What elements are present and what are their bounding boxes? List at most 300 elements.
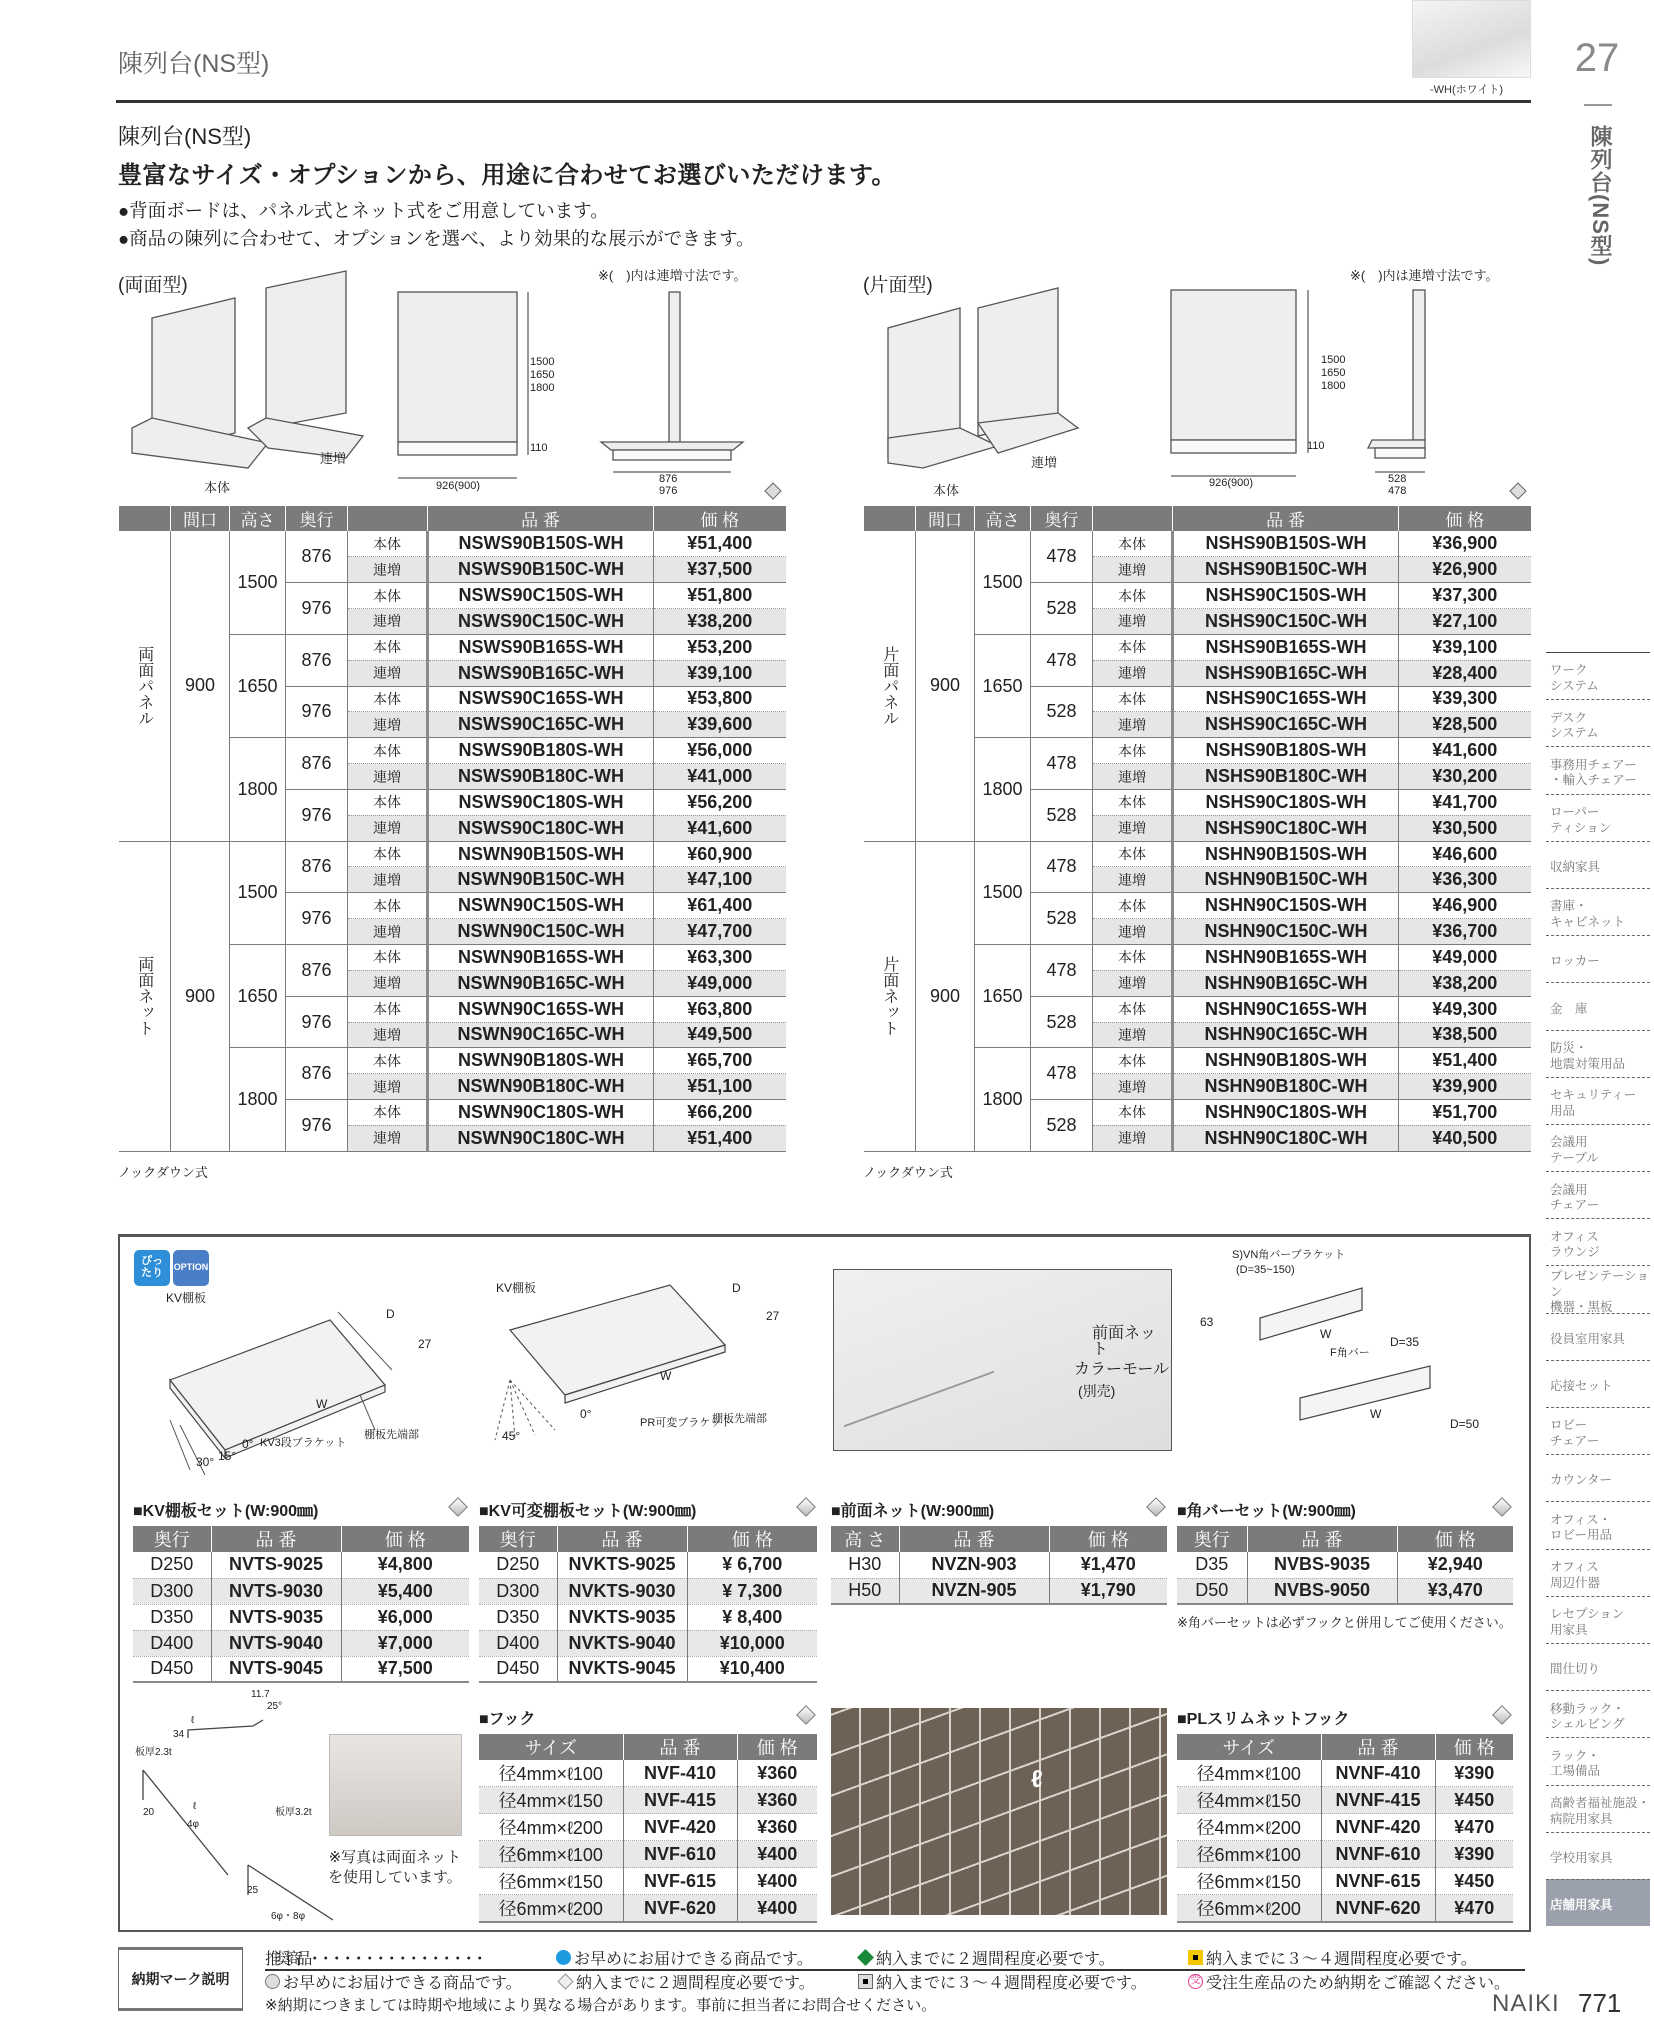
label-shelf-tip: 棚板先端部: [364, 1429, 419, 1441]
price: ¥27,100: [1399, 609, 1531, 635]
table-row: [1177, 1787, 1513, 1814]
size-cell: D400: [479, 1630, 557, 1656]
kv-shelf-sketch: [130, 1290, 460, 1490]
product-code: NVKTS-9025: [557, 1552, 687, 1578]
label-shelf-tip: 棚板先端部: [712, 1413, 767, 1425]
label-34: 34: [173, 1729, 185, 1740]
price: ¥41,600: [654, 815, 786, 841]
product-code: NSWN90C180C-WH: [428, 1125, 654, 1151]
depth-cell: 528: [1031, 996, 1093, 1048]
double-sided-title: (両面型): [118, 275, 188, 296]
label-w: W: [660, 1369, 672, 1383]
product-code: NSWS90B180S-WH: [428, 738, 654, 764]
column-header: 高 さ: [831, 1526, 899, 1552]
price: ¥ 7,300: [687, 1578, 817, 1604]
unit-type: 本体: [1093, 686, 1173, 712]
price: ¥66,200: [654, 1100, 786, 1126]
unit-type: 本体: [1093, 893, 1173, 919]
legend-item: [265, 1970, 522, 1993]
label-25: 25: [247, 1885, 259, 1896]
column-header: 品 番: [899, 1526, 1049, 1552]
nav-item[interactable]: 間仕切り: [1546, 1643, 1650, 1690]
column-header: 間口: [171, 506, 230, 531]
price: ¥63,800: [654, 996, 786, 1022]
product-code: NSHN90B180C-WH: [1173, 1074, 1399, 1100]
unit-type: 連増: [1093, 557, 1173, 583]
depth-cell: 876: [286, 738, 348, 790]
product-code: NVTS-9045: [211, 1656, 341, 1682]
option-table-title: ■KV棚板セット(W:900㎜): [133, 1503, 319, 1520]
price: ¥38,500: [1399, 1022, 1531, 1048]
product-code: NSHN90C150C-WH: [1173, 919, 1399, 945]
nav-item[interactable]: 高齢者福祉施設・ 病院用家具: [1546, 1785, 1650, 1832]
yellow-square-icon: [1188, 1950, 1203, 1965]
depth-dim-b: 976: [659, 485, 678, 497]
label-d50: D=50: [1450, 1417, 1480, 1431]
depth-cell: 876: [286, 841, 348, 893]
product-code: NVNF-410: [1321, 1760, 1435, 1787]
depth-cell: 478: [1031, 738, 1093, 790]
height-dims: 1500 1650 1800: [530, 356, 555, 395]
label-svn-bracket: S)VN角バーブラケット: [1232, 1249, 1346, 1261]
table-row: [119, 531, 786, 557]
label-0deg: 0°: [580, 1407, 592, 1421]
delivery-legend-label: 納期マーク説明: [118, 1947, 243, 2011]
size-cell: 径4mm×ℓ150: [1177, 1787, 1321, 1814]
product-code: NSWN90C165S-WH: [428, 996, 654, 1022]
nav-item[interactable]: セキュリティー 用品: [1546, 1077, 1650, 1124]
table-header-row: [133, 1526, 469, 1552]
option-price-table: [133, 1526, 469, 1683]
product-code: NVNF-415: [1321, 1787, 1435, 1814]
unit-type: 連増: [1093, 867, 1173, 893]
size-cell: 径6mm×ℓ150: [1177, 1868, 1321, 1895]
option-price-table: [1177, 1734, 1513, 1923]
option-table-title: ■PLスリムネットフック: [1177, 1711, 1350, 1728]
price: ¥36,300: [1399, 867, 1531, 893]
color-swatch-image: [1412, 0, 1531, 78]
option-price-table: [831, 1526, 1167, 1605]
nav-item[interactable]: 収納家具: [1546, 841, 1650, 888]
page-number: 771: [1578, 1988, 1622, 2018]
base-dim: 110: [1307, 440, 1325, 452]
product-code: NSHN90B150S-WH: [1173, 841, 1399, 867]
nav-item[interactable]: ロビー チェアー: [1546, 1407, 1650, 1454]
nav-item[interactable]: 役員室用家具: [1546, 1313, 1650, 1360]
depth-cell: 976: [286, 996, 348, 1048]
nav-item[interactable]: 書庫・ キャビネット: [1546, 888, 1650, 935]
width-cell: 900: [171, 531, 230, 841]
unit-type: 本体: [1093, 996, 1173, 1022]
column-header: 価 格: [1397, 1526, 1513, 1552]
height-cell: 1800: [975, 1048, 1031, 1151]
column-header: 価 格: [654, 506, 786, 531]
product-code: NVZN-903: [899, 1552, 1049, 1578]
nav-item[interactable]: ラック・ 工場備品: [1546, 1737, 1650, 1784]
size-cell: 径4mm×ℓ200: [1177, 1814, 1321, 1841]
size-cell: 径4mm×ℓ100: [479, 1760, 623, 1787]
group-label: 片面ネット: [864, 841, 916, 1151]
product-code: NSWN90B165S-WH: [428, 945, 654, 971]
product-code: NVNF-615: [1321, 1868, 1435, 1895]
price: ¥400: [737, 1841, 817, 1868]
legend-note-text: ※納期につきましては時期や地域により異なる場合があります。事前に担当者にお問合せください。: [265, 1997, 937, 2014]
fit-badge: ぴっ たり: [134, 1250, 170, 1286]
double-sided-drawing: [118, 268, 798, 500]
column-header: [864, 506, 916, 531]
unit-type: 連増: [1093, 1125, 1173, 1151]
unit-type: 本体: [348, 583, 428, 609]
depth-dim-a: 876: [659, 473, 678, 485]
table-row: [479, 1578, 817, 1604]
price: ¥2,940: [1397, 1552, 1513, 1578]
nav-item[interactable]: 移動ラック・ シェルビング: [1546, 1690, 1650, 1737]
price: ¥360: [737, 1760, 817, 1787]
price: ¥46,900: [1399, 893, 1531, 919]
nav-item[interactable]: 会議用 チェアー: [1546, 1171, 1650, 1218]
label-6-8phi: 6φ・8φ: [271, 1911, 306, 1922]
table-row: [1177, 1578, 1513, 1604]
nav-item[interactable]: ロッカー: [1546, 935, 1650, 982]
price: ¥53,200: [654, 634, 786, 660]
column-header: 価 格: [737, 1734, 817, 1760]
unit-type: 連増: [348, 764, 428, 790]
product-code: NSHS90B180C-WH: [1173, 764, 1399, 790]
unit-type: 連増: [348, 970, 428, 996]
price: ¥51,400: [1399, 1048, 1531, 1074]
column-header: 品 番: [1321, 1734, 1435, 1760]
table-row: [1177, 1841, 1513, 1868]
label-ell: ℓ: [191, 1715, 195, 1726]
size-cell: D300: [133, 1578, 211, 1604]
double-sided-price-table: [118, 506, 786, 1152]
size-cell: 径4mm×ℓ100: [1177, 1760, 1321, 1787]
height-dims: 1500 1650 1800: [1321, 354, 1346, 393]
table-header-row: [1177, 1734, 1513, 1760]
unit-type: 連増: [348, 919, 428, 945]
product-code: NVTS-9040: [211, 1630, 341, 1656]
product-heading: 陳列台(NS型): [118, 124, 252, 149]
nav-item[interactable]: 事務用チェアー ・輸入チェアー: [1546, 746, 1650, 793]
label-thickness-3-2: 板厚3.2t: [275, 1807, 312, 1818]
nav-item[interactable]: 金 庫: [1546, 982, 1650, 1029]
chapter-divider: [1584, 104, 1612, 106]
column-header: 奥行: [1031, 506, 1093, 531]
product-code: NVF-420: [623, 1814, 737, 1841]
table-header-row: [479, 1526, 817, 1552]
column-header: 奥行: [133, 1526, 211, 1552]
nav-item[interactable]: ワーク システム: [1546, 652, 1650, 699]
legend-item: [556, 1946, 813, 1969]
depth-cell: 876: [286, 945, 348, 997]
label-kv-shelf: KV棚板: [496, 1281, 537, 1295]
nav-item[interactable]: ローパー ティション: [1546, 794, 1650, 841]
product-code: NSHS90C150C-WH: [1173, 609, 1399, 635]
single-sided-price-table: [863, 506, 1531, 1152]
nav-item[interactable]: 会議用 テーブル: [1546, 1124, 1650, 1171]
price: ¥39,100: [654, 660, 786, 686]
price: ¥53,800: [654, 686, 786, 712]
product-code: NVKTS-9035: [557, 1604, 687, 1630]
unit-type: 本体: [348, 686, 428, 712]
price: ¥46,600: [1399, 841, 1531, 867]
depth-cell: 478: [1031, 1048, 1093, 1100]
depth-dim-b: 478: [1388, 485, 1407, 497]
price: ¥49,000: [654, 970, 786, 996]
size-cell: D250: [133, 1552, 211, 1578]
price: ¥28,400: [1399, 660, 1531, 686]
nav-item[interactable]: 応接セット: [1546, 1360, 1650, 1407]
price: ¥41,600: [1399, 738, 1531, 764]
table-header-row: [831, 1526, 1167, 1552]
category-index-nav: [1546, 652, 1650, 1926]
nav-item[interactable]: 防災・ 地震対策用品: [1546, 1030, 1650, 1077]
brand-name: NAIKI: [1492, 1990, 1560, 2017]
color-swatch-label: -WH(ホワイト): [1430, 84, 1503, 96]
product-code: NSWS90B150C-WH: [428, 557, 654, 583]
unit-type: 本体: [1093, 945, 1173, 971]
label-color-mall: カラーモール: [1074, 1361, 1170, 1378]
nav-item[interactable]: オフィス ラウンジ: [1546, 1218, 1650, 1265]
hook-photo: [329, 1734, 462, 1836]
depth-cell: 528: [1031, 1100, 1093, 1152]
height-cell: 1800: [230, 738, 286, 841]
product-code: NSWS90C180S-WH: [428, 789, 654, 815]
price: ¥10,400: [687, 1656, 817, 1682]
product-code: NVBS-9035: [1247, 1552, 1397, 1578]
depth-cell: 528: [1031, 893, 1093, 945]
depth-cell: 528: [1031, 789, 1093, 841]
unit-type: 連増: [1093, 919, 1173, 945]
single-sided-drawing: [863, 268, 1543, 500]
option-note: ※角バーセットは必ずフックと併用してご使用ください。: [1177, 1615, 1512, 1630]
knockdown-note: ノックダウン式: [118, 1165, 208, 1180]
price: ¥49,000: [1399, 945, 1531, 971]
height-cell: 1500: [230, 841, 286, 944]
price: ¥39,900: [1399, 1074, 1531, 1100]
table-row: [479, 1656, 817, 1682]
depth-cell: 876: [286, 1048, 348, 1100]
double-sided-diagram: [118, 268, 798, 500]
product-code: NSHN90B150C-WH: [1173, 867, 1399, 893]
size-cell: D450: [479, 1656, 557, 1682]
legend-text: 受注生産品のため納期をご確認ください。: [1206, 1975, 1511, 1992]
price: ¥61,400: [654, 893, 786, 919]
unit-type: 本体: [348, 1100, 428, 1126]
single-sided-diagram: [863, 268, 1543, 500]
chapter-number: 27: [1574, 36, 1620, 80]
label-w: W: [1370, 1407, 1382, 1421]
price: ¥56,000: [654, 738, 786, 764]
column-header: 品 番: [557, 1526, 687, 1552]
kv-adjustable-sketch: [480, 1270, 820, 1480]
legend-note: [265, 1994, 936, 2015]
height-cell: 1800: [230, 1048, 286, 1151]
unit-type: 連増: [1093, 712, 1173, 738]
option-price-table: [479, 1526, 817, 1683]
size-cell: 径4mm×ℓ200: [479, 1814, 623, 1841]
label-11-7: 11.7: [251, 1689, 270, 1700]
column-header: 価 格: [1435, 1734, 1513, 1760]
option-table-title: ■角バーセット(W:900㎜): [1177, 1503, 1356, 1520]
label-45deg: 45°: [502, 1429, 521, 1443]
running-header-title: 陳列台(NS型): [118, 50, 270, 78]
size-cell: 径6mm×ℓ150: [479, 1868, 623, 1895]
column-header: 間口: [916, 506, 975, 531]
nav-item[interactable]: デスク システム: [1546, 699, 1650, 746]
product-code: NSWS90B180C-WH: [428, 764, 654, 790]
width-cell: 900: [171, 841, 230, 1151]
price: ¥63,300: [654, 945, 786, 971]
size-cell: D350: [479, 1604, 557, 1630]
width-cell: 900: [916, 841, 975, 1151]
single-sided-note: ※( )内は連増寸法です。: [1350, 268, 1499, 283]
product-code: NVTS-9030: [211, 1578, 341, 1604]
label-d35: D=35: [1390, 1335, 1420, 1349]
label-20: 20: [143, 1807, 155, 1818]
unit-type: 本体: [348, 945, 428, 971]
feature-bullet: ●背面ボードは、パネル式とネット式をご用意しています。: [118, 200, 609, 221]
square-bar-drawing: [1180, 1248, 1520, 1448]
nav-item[interactable]: プレゼンテーション 機器・黒板: [1546, 1265, 1650, 1312]
height-cell: 1650: [230, 945, 286, 1048]
label-30deg: 30°: [196, 1455, 215, 1469]
nav-item[interactable]: 学校用家具: [1546, 1832, 1650, 1879]
table-row: [479, 1841, 817, 1868]
unit-type: 連増: [1093, 1022, 1173, 1048]
unit-type: 本体: [348, 531, 428, 557]
price: ¥5,400: [341, 1578, 469, 1604]
product-code: NSWS90B165S-WH: [428, 634, 654, 660]
table-row: [479, 1814, 817, 1841]
column-header: 品 番: [623, 1734, 737, 1760]
size-cell: 径6mm×ℓ200: [479, 1895, 623, 1923]
price: ¥400: [737, 1868, 817, 1895]
table-row: [1177, 1895, 1513, 1923]
column-header: 奥行: [1177, 1526, 1247, 1552]
product-code: NSHN90B165S-WH: [1173, 945, 1399, 971]
price: ¥39,600: [654, 712, 786, 738]
table-row: [119, 841, 786, 867]
product-code: NVBS-9050: [1247, 1578, 1397, 1604]
legend-text: 納入までに２週間程度必要です。: [876, 1951, 1115, 1968]
width-cell: 900: [916, 531, 975, 841]
column-header: 品 番: [428, 506, 654, 531]
price: ¥49,300: [1399, 996, 1531, 1022]
option-price-table: [479, 1734, 817, 1923]
nav-item[interactable]: 店舗用家具: [1546, 1879, 1650, 1926]
net-hook-photo: [831, 1708, 1167, 1915]
legend-item: [858, 1970, 1147, 1993]
legend-text: 納入までに３～４週間程度必要です。: [1206, 1951, 1477, 1968]
nav-item[interactable]: オフィス 周辺什器: [1546, 1549, 1650, 1596]
label-svn-range: (D=35~150): [1236, 1264, 1295, 1276]
delivery-diamond-icon: [1510, 483, 1526, 499]
depth-dim-a: 528: [1388, 473, 1407, 485]
price: ¥51,400: [654, 1125, 786, 1151]
option-price-table: [1177, 1526, 1513, 1605]
product-code: NVNF-420: [1321, 1814, 1435, 1841]
price: ¥10,000: [687, 1630, 817, 1656]
unit-type: 本体: [1093, 531, 1173, 557]
column-header: [348, 506, 428, 531]
price: ¥360: [737, 1814, 817, 1841]
group-label: 両面パネル: [119, 531, 171, 841]
product-code: NSWS90C180C-WH: [428, 815, 654, 841]
product-code: NVF-410: [623, 1760, 737, 1787]
price: ¥47,100: [654, 867, 786, 893]
column-header: サイズ: [479, 1734, 623, 1760]
product-code: NSWS90C150C-WH: [428, 609, 654, 635]
unit-type: 本体: [348, 789, 428, 815]
table-row: [1177, 1552, 1513, 1578]
group-label: 両面ネット: [119, 841, 171, 1151]
product-code: NSHN90B180S-WH: [1173, 1048, 1399, 1074]
label-27: 27: [418, 1337, 432, 1351]
nav-item[interactable]: カウンター: [1546, 1454, 1650, 1501]
table-row: [133, 1552, 469, 1578]
product-code: NSHS90B165S-WH: [1173, 634, 1399, 660]
unit-type: 連増: [1093, 660, 1173, 686]
width-dim: 926(900): [1209, 477, 1254, 489]
depth-cell: 976: [286, 686, 348, 738]
height-cell: 1500: [975, 531, 1031, 634]
product-code: NSWS90C150S-WH: [428, 583, 654, 609]
table-row: [479, 1552, 817, 1578]
size-cell: D35: [1177, 1552, 1247, 1578]
price: ¥38,200: [654, 609, 786, 635]
size-cell: H50: [831, 1578, 899, 1604]
shelf-shape: [844, 1333, 994, 1428]
gray-circle-icon: [265, 1974, 280, 1989]
product-code: NVKTS-9045: [557, 1656, 687, 1682]
main-unit-label: 本体: [204, 480, 231, 495]
product-code: NVZN-905: [899, 1578, 1049, 1604]
legend-item: [1188, 1970, 1510, 1993]
label-sold-separately: (別売): [1078, 1383, 1116, 1399]
table-header-row: [119, 506, 786, 531]
nav-item[interactable]: レセプション 用家具: [1546, 1596, 1650, 1643]
unit-type: 本体: [348, 996, 428, 1022]
price: ¥56,200: [654, 789, 786, 815]
legend-recommended-label: 推 奨 商 品 ・・・・・・・・・・・・・・・・: [265, 1951, 483, 1968]
price: ¥470: [1435, 1814, 1513, 1841]
product-code: NSWS90C165S-WH: [428, 686, 654, 712]
legend-text: お早めにお届けできる商品です。: [283, 1975, 522, 1992]
price: ¥51,400: [654, 531, 786, 557]
depth-cell: 876: [286, 531, 348, 583]
height-cell: 1500: [230, 531, 286, 634]
nav-item[interactable]: オフィス・ ロビー用品: [1546, 1501, 1650, 1548]
table-row: [1177, 1814, 1513, 1841]
product-code: NSHN90C180C-WH: [1173, 1125, 1399, 1151]
column-header: [119, 506, 171, 531]
table-header-row: [1177, 1526, 1513, 1552]
price: ¥360: [737, 1787, 817, 1814]
legend-recommended: [265, 1946, 483, 1969]
height-cell: 1650: [975, 634, 1031, 737]
made-to-order-icon: 受: [1188, 1974, 1203, 1989]
size-cell: 径6mm×ℓ100: [1177, 1841, 1321, 1868]
width-dim: 926(900): [436, 480, 481, 492]
product-code: NSWN90C165C-WH: [428, 1022, 654, 1048]
product-code: NSHS90B165C-WH: [1173, 660, 1399, 686]
product-code: NVF-415: [623, 1787, 737, 1814]
price: ¥51,700: [1399, 1100, 1531, 1126]
price: ¥1,790: [1049, 1578, 1167, 1604]
unit-type: 本体: [1093, 841, 1173, 867]
price: ¥450: [1435, 1787, 1513, 1814]
